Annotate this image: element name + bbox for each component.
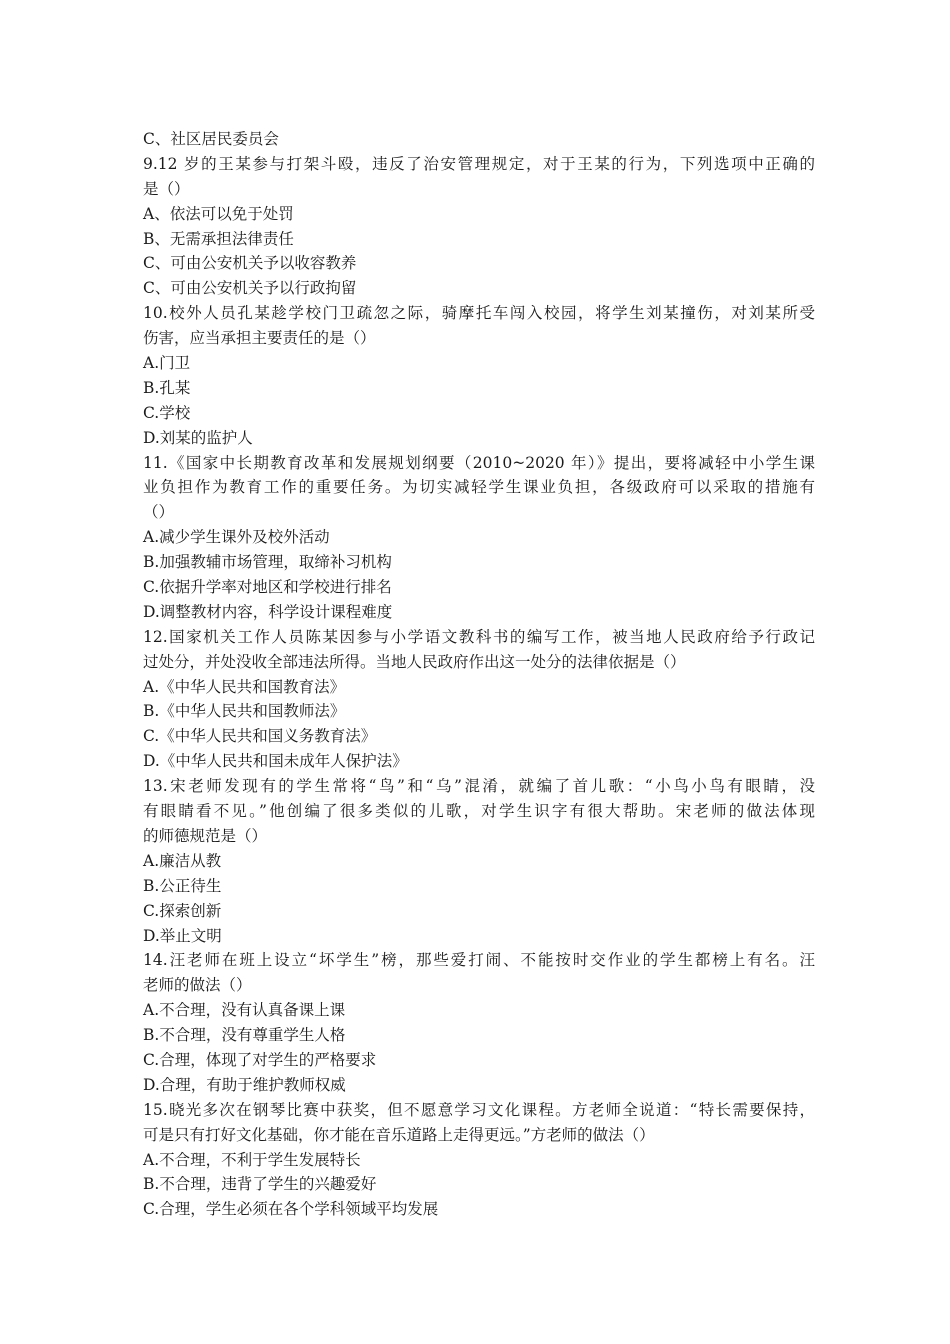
option-line: C.合理，学生必须在各个学科领域平均发展 xyxy=(143,1200,439,1219)
option-line: B.不合理，违背了学生的兴趣爱好 xyxy=(143,1175,377,1194)
question-14-line: 14.汪老师在班上设立“坏学生”榜，那些爱打闹、不能按时交作业的学生都榜上有名。汪 xyxy=(143,951,815,970)
question-11-line: （） xyxy=(143,503,175,522)
question-13-line: 13.宋老师发现有的学生常将“鸟”和“乌”混淆，就编了首儿歌：“小鸟小鸟有眼睛，没 xyxy=(143,777,815,796)
option-line: D.调整教材内容，科学设计课程难度 xyxy=(143,602,393,621)
option-line: A.廉洁从教 xyxy=(143,851,222,870)
option-line: C.合理，体现了对学生的严格要求 xyxy=(143,1050,377,1069)
question-13-line: 的师德规范是（） xyxy=(143,826,268,845)
question-11-line: 业负担作为教育工作的重要任务。为切实减轻学生课业负担，各级政府可以采取的措施有 xyxy=(143,478,815,497)
option-line: D.举止文明 xyxy=(143,926,222,945)
question-9-line: 是（） xyxy=(143,179,190,198)
option-line: B.《中华人民共和国教师法》 xyxy=(143,702,346,721)
question-14-line: 老师的做法（） xyxy=(143,976,252,995)
option-line: C、可由公安机关予以收容教养 xyxy=(143,254,357,273)
option-line: A、依法可以免于处罚 xyxy=(143,204,294,223)
option-line: A.《中华人民共和国教育法》 xyxy=(143,677,346,696)
option-line: A.不合理，不利于学生发展特长 xyxy=(143,1150,361,1169)
option-line: A.减少学生课外及校外活动 xyxy=(143,528,330,547)
option-line: C.探索创新 xyxy=(143,901,222,920)
option-line: C.学校 xyxy=(143,403,191,422)
option-line: D.刘某的监护人 xyxy=(143,428,253,447)
option-line: A.不合理，没有认真备课上课 xyxy=(143,1001,346,1020)
option-line: B.孔某 xyxy=(143,378,191,397)
question-13-line: 有眼睛看不见。”他创编了很多类似的儿歌，对学生识字有很大帮助。宋老师的做法体现 xyxy=(143,802,815,821)
question-10-line: 10.校外人员孔某趁学校门卫疏忽之际，骑摩托车闯入校园，将学生刘某撞伤，对刘某所受 xyxy=(143,304,815,323)
question-12-line: 12.国家机关工作人员陈某因参与小学语文教科书的编写工作，被当地人民政府给予行政记 xyxy=(143,627,815,646)
option-line: A.门卫 xyxy=(143,354,191,373)
option-line: C、社区居民委员会 xyxy=(143,130,279,148)
question-10-line: 伤害，应当承担主要责任的是（） xyxy=(143,329,376,348)
question-15-line: 15.晓光多次在钢琴比赛中获奖，但不愿意学习文化课程。方老师全说道：“特长需要保持， xyxy=(143,1100,815,1119)
option-line: D.《中华人民共和国未成年人保护法》 xyxy=(143,752,408,771)
question-9-line: 9.12 岁的王某参与打架斗殴，违反了治安管理规定，对于王某的行为，下列选项中正确的 xyxy=(143,154,815,173)
option-line: C.依据升学率对地区和学校进行排名 xyxy=(143,578,392,597)
option-line: B、无需承担法律责任 xyxy=(143,229,294,248)
option-line: C.《中华人民共和国义务教育法》 xyxy=(143,727,377,746)
question-15-line: 可是只有打好文化基础，你才能在音乐道路上走得更远。”方老师的做法（） xyxy=(143,1125,655,1144)
option-line: B.不合理，没有尊重学生人格 xyxy=(143,1026,346,1045)
option-line: C、可由公安机关予以行政拘留 xyxy=(143,279,357,298)
option-line: B.加强教辅市场管理，取缔补习机构 xyxy=(143,553,392,572)
option-line: D.合理，有助于维护教师权威 xyxy=(143,1075,346,1094)
question-text xyxy=(143,127,815,1222)
question-12-line: 过处分，并处没收全部违法所得。当地人民政府作出这一处分的法律依据是（） xyxy=(143,652,686,671)
question-11-line: 11.《国家中长期教育改革和发展规划纲要（2010~2020 年）》提出，要将减轻中小学生课 xyxy=(143,453,815,472)
option-line: B.公正待生 xyxy=(143,876,222,895)
